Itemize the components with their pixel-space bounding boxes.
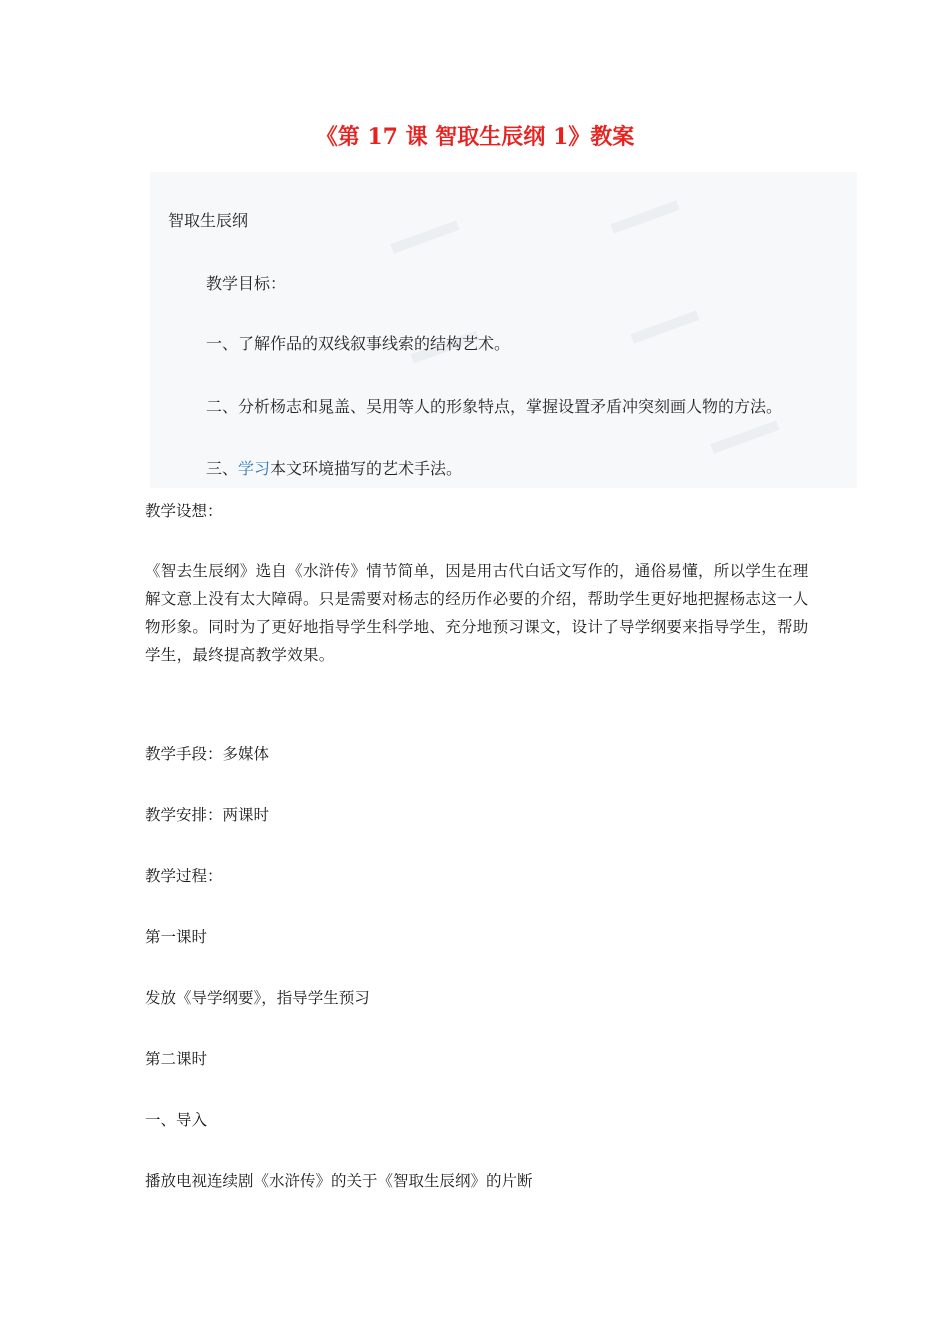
document-title: 《第 17 课 智取生辰纲 1》教案 [315, 124, 635, 150]
watermark [610, 200, 679, 233]
teaching-arrangement: 教学安排：两课时 [145, 806, 270, 824]
objective-3 [206, 456, 462, 479]
watermark [710, 420, 779, 453]
watermark [390, 220, 459, 253]
teaching-process-label: 教学过程： [145, 867, 223, 885]
lesson-1-task: 发放《导学纲要》，指导学生预习 [145, 989, 370, 1007]
intro-heading: 一、导入 [145, 1111, 208, 1129]
watermark [630, 310, 699, 343]
objective-3-rest: 本文环境描写的艺术手法。 [270, 459, 463, 478]
objective-3-prefix: 三、 [206, 459, 239, 478]
objectives-panel [150, 172, 857, 488]
teaching-means: 教学手段：多媒体 [145, 745, 270, 763]
design-paragraph: 《智去生辰纲》选自《水浒传》情节简单，因是用古代白话文写作的，通俗易懂，所以学生在理解文意上没有太大障碍。只是需要对杨志的经历作必要的介绍，帮助学生更好地把握杨志这一人物形象。同时为了更好地指导学生科学地、充分地预习课文，设计了导学纲要来指导学生，帮助学生，最终提高教学效果。 [145, 562, 809, 664]
objective-1: 一、了解作品的双线叙事线索的结构艺术。 [206, 334, 511, 353]
lesson-1-heading: 第一课时 [145, 928, 208, 946]
objective-2: 二、分析杨志和晁盖、吴用等人的形象特点，掌握设置矛盾冲突刻画人物的方法。 [206, 397, 783, 416]
design-label: 教学设想： [145, 502, 223, 520]
objectives-label: 教学目标： [206, 274, 287, 293]
panel-heading: 智取生辰纲 [168, 211, 249, 230]
lesson-2-heading: 第二课时 [145, 1050, 208, 1068]
intro-task: 播放电视连续剧《水浒传》的关于《智取生辰纲》的片断 [145, 1172, 533, 1190]
study-link[interactable]: 学习 [238, 459, 271, 478]
